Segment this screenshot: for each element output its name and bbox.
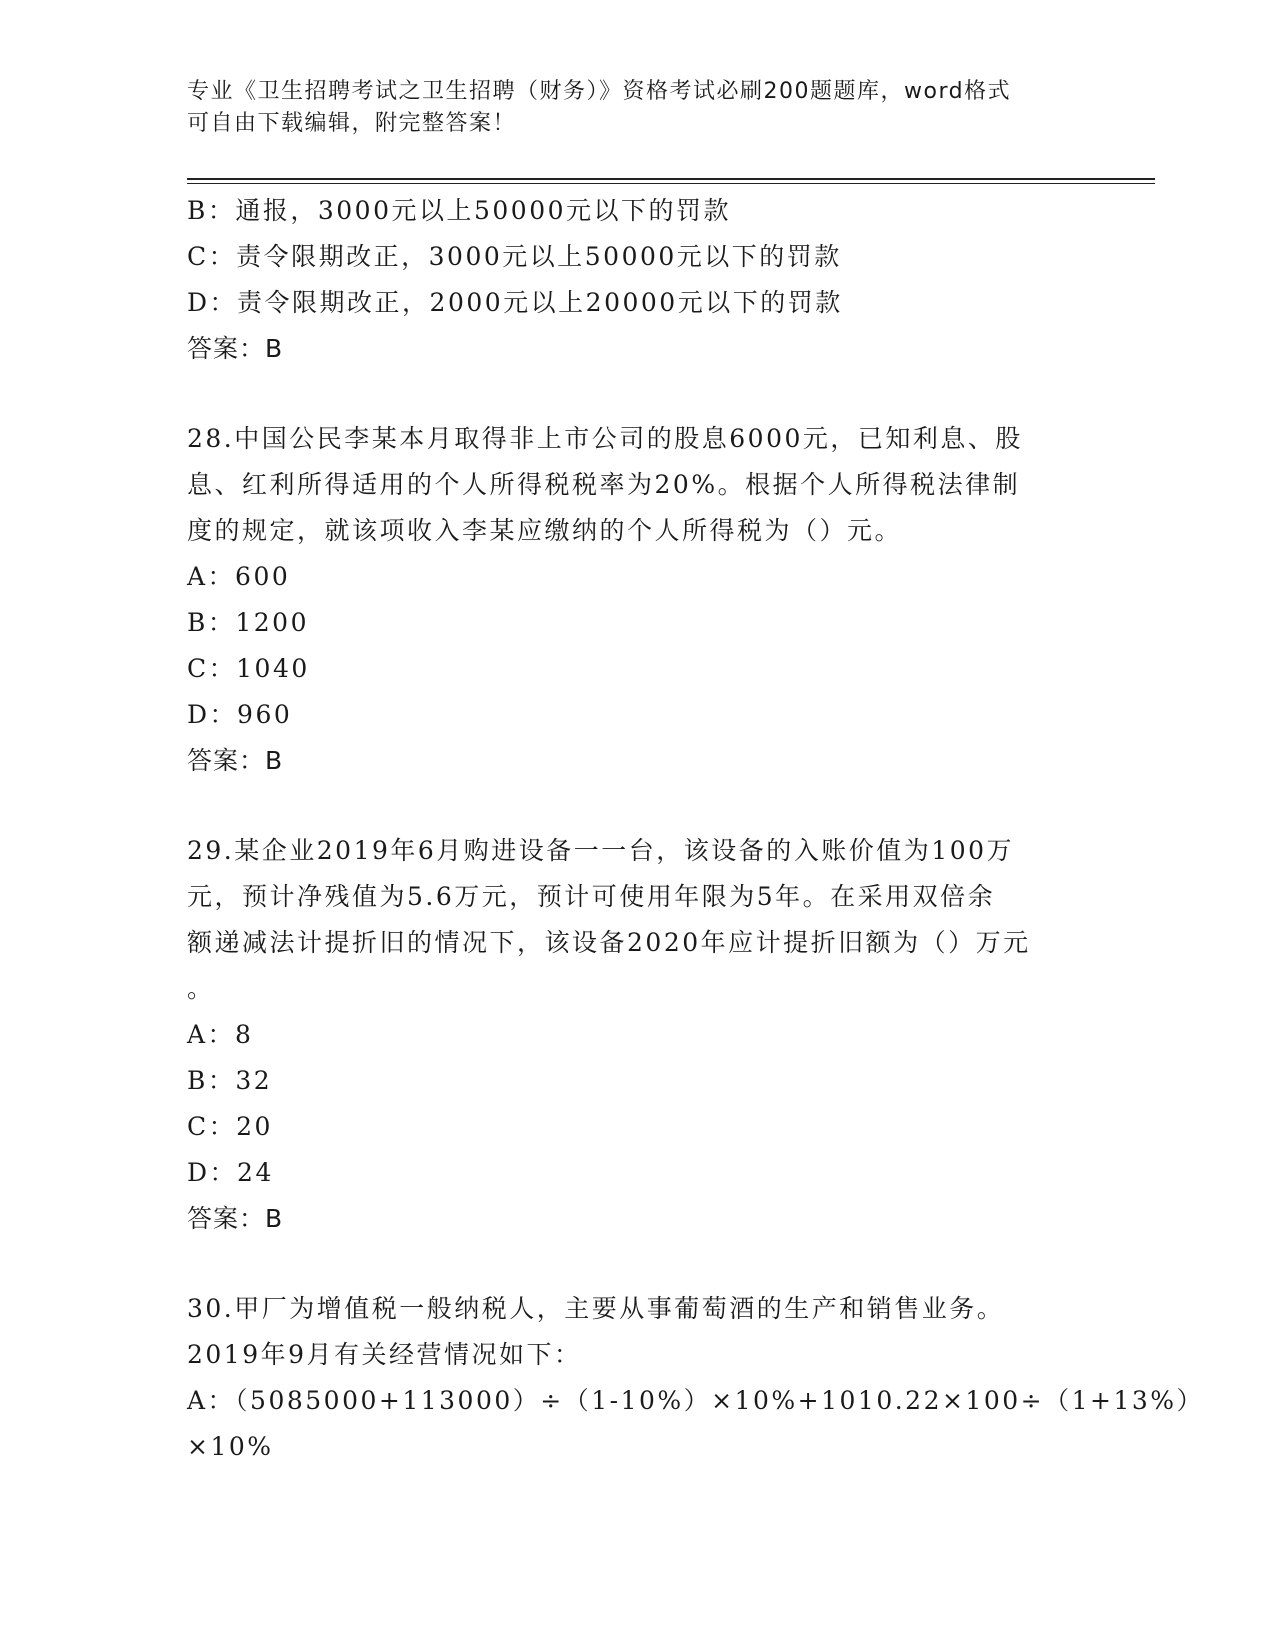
spacer: [187, 784, 1087, 828]
question-text-line: 28.中国公民李某本月取得非上市公司的股息6000元，已知利息、股: [187, 424, 1023, 453]
option-c: C：20: [187, 1112, 273, 1141]
answer-line: 答案：B: [187, 746, 284, 775]
option-a: A：（5085000+113000）÷（1-10%）×10%+1010.22×100÷（1+13%）: [187, 1386, 1205, 1415]
option-d: D：24: [187, 1158, 274, 1187]
question-text-line: 额递减法计提折旧的情况下，该设备2020年应计提折旧额为（）万元: [187, 928, 1031, 957]
option-a: A：600: [187, 562, 291, 591]
question-text-line: 30.甲厂为增值税一般纳税人，主要从事葡萄酒的生产和销售业务。: [187, 1294, 1005, 1323]
question-28: [187, 416, 1087, 784]
option-a-continuation: ×10%: [187, 1432, 274, 1461]
question-text-line: 。: [187, 974, 215, 1003]
question-text-line: 29.某企业2019年6月购进设备一一台，该设备的入账价值为100万: [187, 836, 1015, 865]
header-title-line-2: 可自由下载编辑，附完整答案！: [187, 111, 517, 136]
question-text-line: 元，预计净残值为5.6万元，预计可使用年限为5年。在采用双倍余: [187, 882, 996, 911]
question-text-line: 息、红利所得适用的个人所得税税率为20%。根据个人所得税法律制: [187, 470, 1021, 499]
option-b: B：通报，3000元以上50000元以下的罚款: [187, 196, 732, 225]
option-b: B：1200: [187, 608, 309, 637]
header-title-line-1: 专业《卫生招聘考试之卫生招聘（财务）》资格考试必刷200题题库，word格式: [187, 79, 1012, 104]
spacer: [187, 1242, 1087, 1286]
question-text-line: 2019年9月有关经营情况如下：: [187, 1340, 582, 1369]
spacer: [187, 372, 1087, 416]
option-c: C：1040: [187, 654, 310, 683]
option-d: D：960: [187, 700, 293, 729]
option-c: C：责令限期改正，3000元以上50000元以下的罚款: [187, 242, 842, 271]
document-header: [187, 76, 1087, 140]
question-30: [187, 1286, 1205, 1470]
header-divider: [187, 178, 1155, 184]
document-body: [187, 188, 1205, 1470]
option-b: B：32: [187, 1066, 273, 1095]
question-27: [187, 188, 1087, 372]
question-29: [187, 828, 1087, 1242]
option-a: A：8: [187, 1020, 254, 1049]
answer-line: 答案：B: [187, 1204, 284, 1233]
question-text-line: 度的规定，就该项收入李某应缴纳的个人所得税为（）元。: [187, 516, 903, 545]
answer-line: 答案：B: [187, 334, 284, 363]
option-d: D：责令限期改正，2000元以上20000元以下的罚款: [187, 288, 843, 317]
